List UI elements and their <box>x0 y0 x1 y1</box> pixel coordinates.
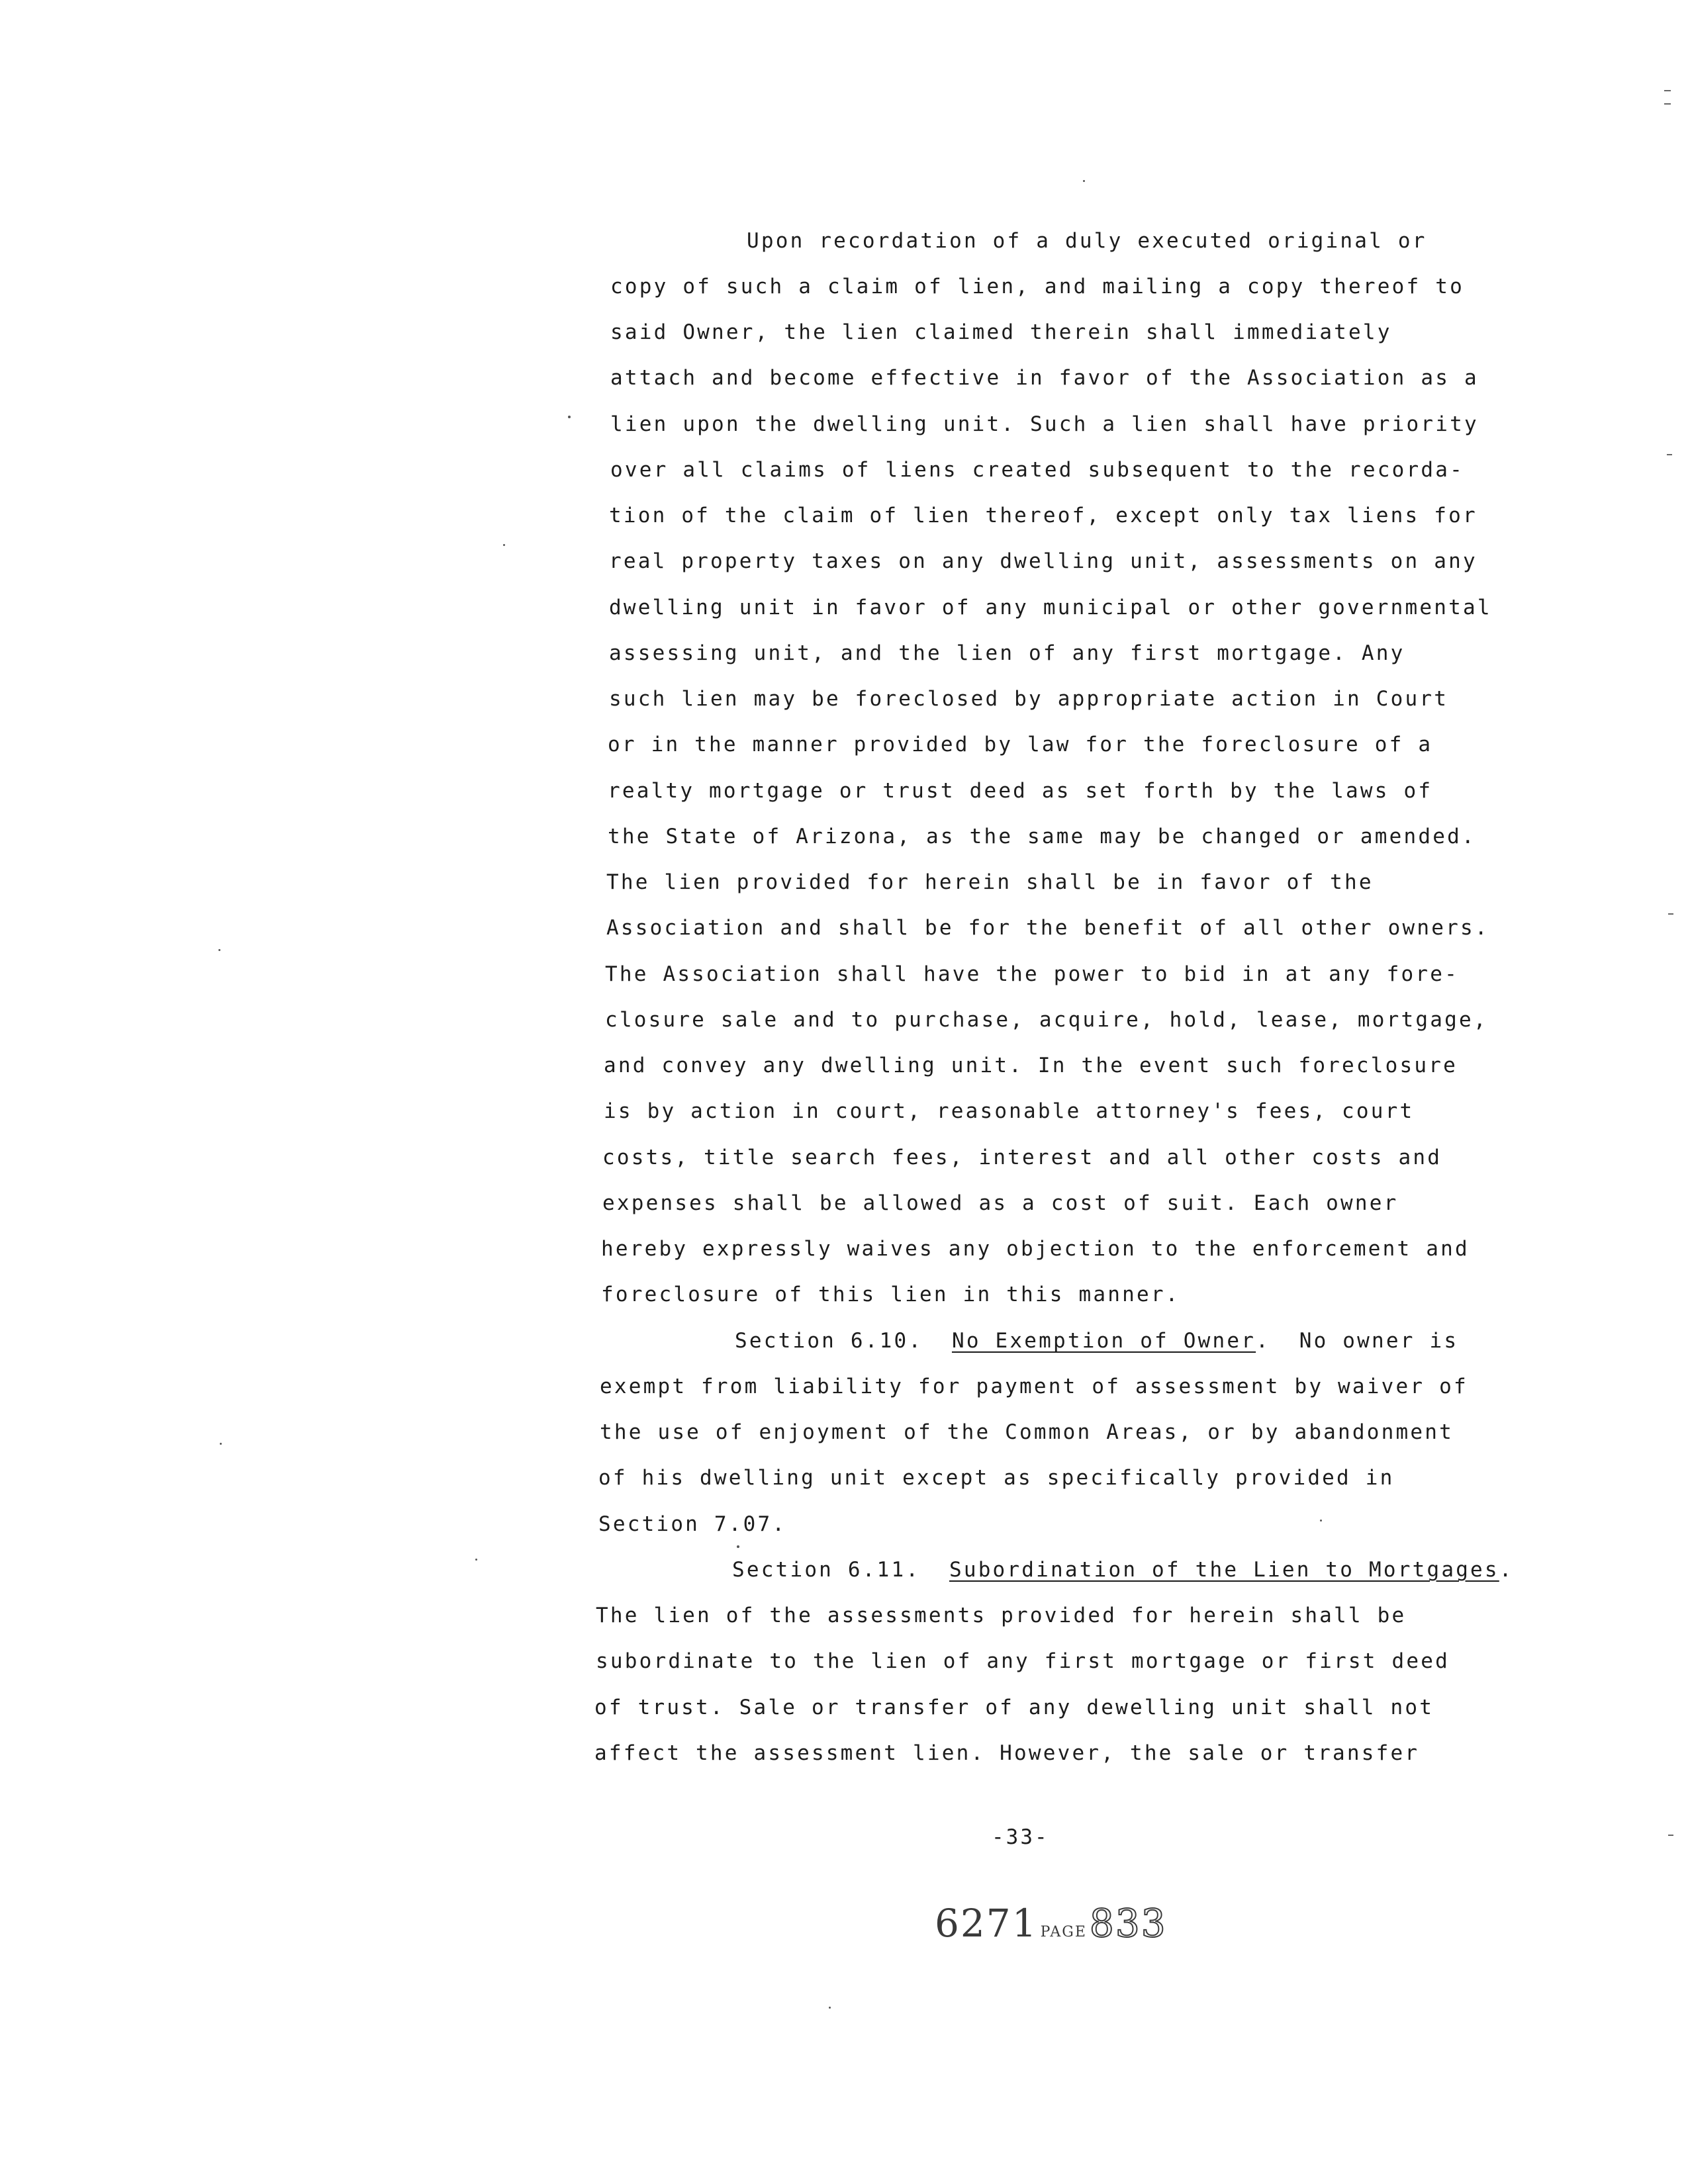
body-line: Upon recordation of a duly executed original or <box>747 229 1427 253</box>
scan-speck <box>568 416 571 418</box>
section-number: Section 6.11. <box>732 1558 921 1582</box>
body-line: Section 7.07. <box>598 1512 787 1536</box>
body-line: real property taxes on any dwelling unit, assessments on any <box>609 549 1477 573</box>
section-6-10-heading-line <box>735 1329 1458 1353</box>
body-line: copy of such a claim of lien, and mailing a copy thereof to <box>610 275 1464 298</box>
section-number: Section 6.10. <box>735 1329 923 1353</box>
body-line: The Association shall have the power to bid in at any fore- <box>605 962 1459 986</box>
body-line: expenses shall be allowed as a cost of suit. Each owner <box>602 1191 1399 1215</box>
section-heading: No Exemption of Owner <box>951 1329 1256 1353</box>
edge-mark <box>1668 913 1673 915</box>
body-line: costs, title search fees, interest and all other costs and <box>602 1146 1442 1169</box>
recording-stamp <box>935 1901 1167 1946</box>
body-line: such lien may be foreclosed by appropriate action in Court <box>609 687 1449 711</box>
body-line: assessing unit, and the lien of any first mortgage. Any <box>609 641 1405 665</box>
edge-mark <box>1668 1835 1673 1836</box>
body-line: or in the manner provided by law for the foreclosure of a <box>608 733 1433 756</box>
body-line: closure sale and to purchase, acquire, hold, lease, mortgage, <box>605 1008 1488 1032</box>
edge-mark <box>1664 90 1671 91</box>
docket-number: 6271 <box>935 1901 1038 1946</box>
scan-speck <box>829 2007 831 2009</box>
scan-speck <box>1083 180 1085 182</box>
edge-mark <box>1664 103 1671 105</box>
body-line: lien upon the dwelling unit. Such a lien shall have priority <box>610 412 1479 436</box>
body-line: said Owner, the lien claimed therein shall immediately <box>610 320 1392 344</box>
body-line: subordinate to the lien of any first mortgage or first deed <box>596 1649 1450 1673</box>
body-line: The lien provided for herein shall be in favor of the <box>606 870 1374 894</box>
body-line: Association and shall be for the benefit of all other owners. <box>606 916 1489 940</box>
section-heading: Subordination of the Lien to Mortgages <box>949 1558 1499 1582</box>
body-line: exempt from liability for payment of assessment by waiver of <box>600 1375 1468 1398</box>
heading-period: . <box>1256 1329 1270 1353</box>
edge-mark <box>1667 454 1672 455</box>
stamp-label: PAGE <box>1040 1924 1087 1940</box>
body-line: attach and become effective in favor of the Association as a <box>610 366 1479 390</box>
body-line: affect the assessment lien. However, the sale or transfer <box>594 1741 1420 1765</box>
body-line: the use of enjoyment of the Common Areas, or by abandonment <box>600 1420 1454 1444</box>
page-number: -33- <box>992 1825 1049 1849</box>
heading-period: . <box>1499 1558 1514 1582</box>
body-line: The lien of the assessments provided for herein shall be <box>596 1604 1407 1627</box>
scan-speck <box>503 544 505 546</box>
body-line: of trust. Sale or transfer of any dewelling unit shall not <box>594 1696 1434 1719</box>
scan-speck <box>220 1443 222 1445</box>
body-line: foreclosure of this lien in this manner. <box>601 1283 1180 1306</box>
body-line: the State of Arizona, as the same may be changed or amended. <box>608 825 1476 848</box>
section-text-start: No owner is <box>1299 1329 1459 1353</box>
section-6-11-heading-line <box>732 1558 1514 1582</box>
stamp-page-number: 833 <box>1089 1901 1167 1946</box>
scan-speck <box>1320 1520 1322 1522</box>
body-line: is by action in court, reasonable attorney's fees, court <box>604 1099 1415 1123</box>
body-line: over all claims of liens created subsequent to the recorda- <box>610 458 1464 482</box>
body-line: of his dwelling unit except as specifically provided in <box>598 1466 1395 1490</box>
scan-speck <box>475 1559 477 1561</box>
scan-speck <box>218 949 220 951</box>
body-line: tion of the claim of lien thereof, except only tax liens for <box>609 504 1477 527</box>
body-line: realty mortgage or trust deed as set forth by the laws of <box>608 779 1433 803</box>
body-line: and convey any dwelling unit. In the event such foreclosure <box>604 1054 1458 1077</box>
body-line: hereby expressly waives any objection to the enforcement and <box>601 1237 1470 1261</box>
body-line: dwelling unit in favor of any municipal or other governmental <box>609 596 1492 619</box>
scan-speck <box>737 1545 739 1548</box>
